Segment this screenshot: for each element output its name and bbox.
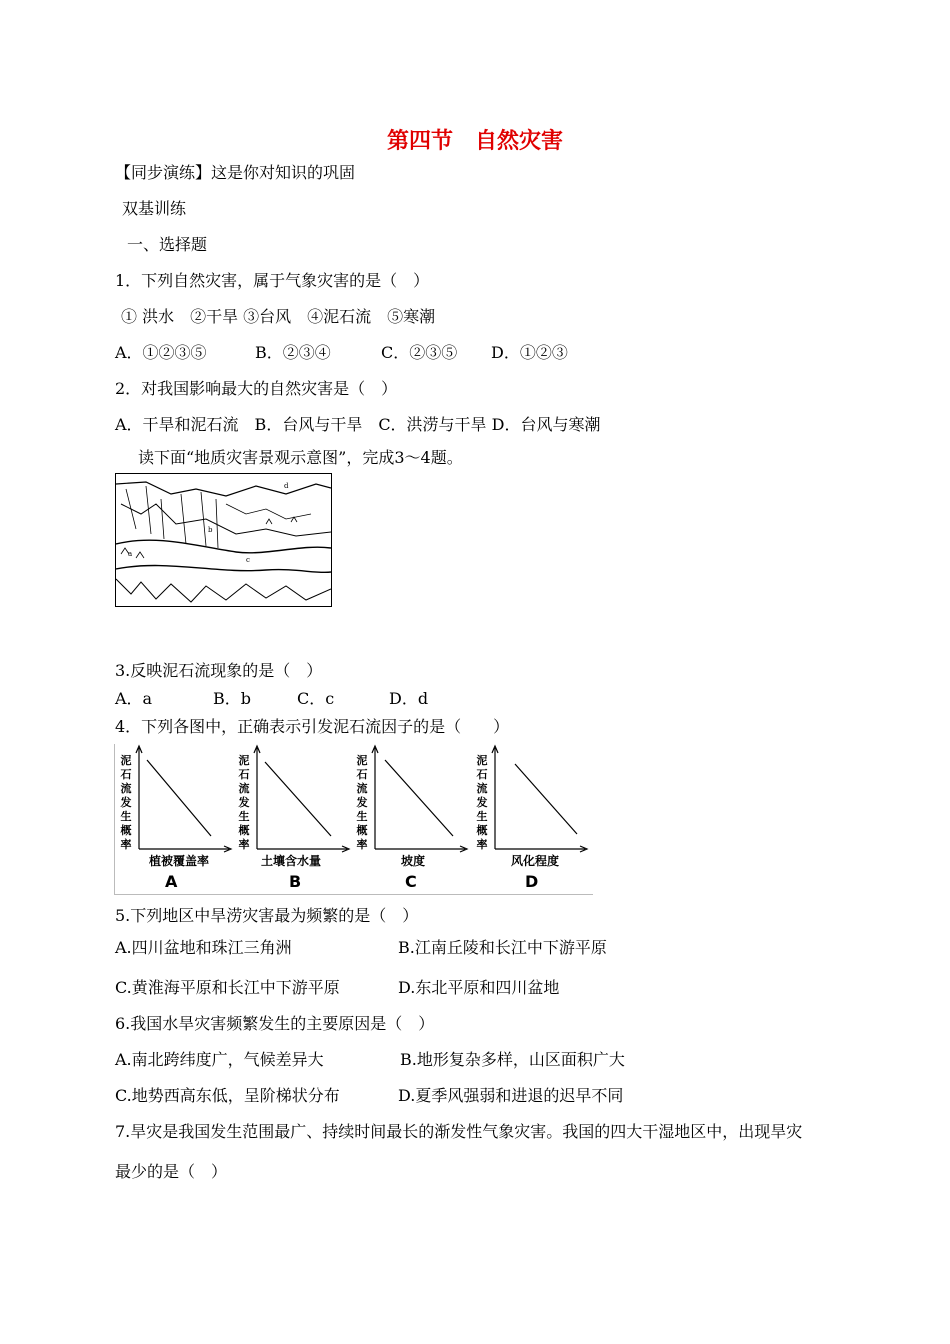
option-d: D．①②③ (491, 343, 568, 362)
question-4-stem: 4．下列各图中，正确表示引发泥石流因子的是（ ） (115, 717, 510, 736)
question-6-option-b: B.地形复杂多样，山区面积广大 (400, 1050, 625, 1069)
question-5-option-a: A.四川盆地和珠江三角洲 (115, 938, 292, 957)
graph-d-ylabel: 泥石流发生概率 (476, 754, 488, 851)
graph-a-axes (133, 744, 233, 854)
option-a: A．①②③⑤ (115, 343, 207, 362)
question-5-option-c: C.黄淮海平原和长江中下游平原 (115, 978, 340, 997)
option-d: D．d (389, 689, 429, 708)
graph-d-letter: D (525, 872, 539, 891)
question-6-option-d: D.夏季风强弱和进退的迟早不同 (398, 1086, 624, 1105)
graph-b-axes (251, 744, 351, 854)
factor-graphs (114, 744, 593, 895)
question-7-line-2: 最少的是（ ） (115, 1162, 228, 1181)
graph-d (475, 744, 593, 894)
reading-instruction: 读下面“地质灾害景观示意图”，完成3～4题。 (138, 448, 463, 467)
graph-c (355, 744, 475, 894)
svg-text:a: a (128, 550, 133, 558)
question-5-option-b: B.江南丘陵和长江中下游平原 (398, 938, 607, 957)
graph-a-ylabel: 泥石流发生概率 (120, 754, 132, 851)
question-5-option-d: D.东北平原和四川盆地 (398, 978, 560, 997)
graph-b-letter: B (289, 872, 302, 891)
graph-a (115, 744, 235, 894)
geological-hazard-scene-image (115, 473, 332, 607)
graph-c-xlabel: 坡度 (401, 854, 426, 868)
option-a: A．a (115, 689, 153, 708)
page-title: 第四节 自然灾害 (386, 129, 563, 154)
question-3-stem: 3.反映泥石流现象的是（ ） (115, 661, 323, 680)
question-2-stem: 2．对我国影响最大的自然灾害是（ ） (115, 379, 398, 398)
svg-text:c: c (246, 556, 250, 564)
intro-text: 【同步演练】这是你对知识的巩固 (115, 163, 356, 182)
section-heading: 双基训练 (122, 199, 187, 218)
svg-text:d: d (284, 482, 289, 490)
graph-c-ylabel: 泥石流发生概率 (356, 754, 368, 851)
option-b: B．b (213, 689, 252, 708)
section-subheading: 一、选择题 (127, 235, 208, 254)
question-2-options: A．干旱和泥石流 B．台风与干旱 C．洪涝与干旱 D．台风与寒潮 (115, 415, 601, 434)
graph-b-xlabel: 土壤含水量 (261, 854, 322, 868)
question-3-options (115, 689, 428, 709)
question-6-stem: 6.我国水旱灾害频繁发生的主要原因是（ ） (115, 1014, 435, 1033)
graph-a-xlabel: 植被覆盖率 (149, 854, 210, 868)
question-1-stem: 1．下列自然灾害，属于气象灾害的是（ ） (115, 271, 430, 290)
scene-sketch (116, 474, 331, 606)
question-7-line-1: 7.旱灾是我国发生范围最广、持续时间最长的渐发性气象灾害。我国的四大干湿地区中，出现旱灾 (115, 1122, 803, 1141)
option-b: B．②③④ (255, 343, 331, 362)
question-5-stem: 5.下列地区中旱涝灾害最为频繁的是（ ） (115, 906, 419, 925)
option-c: C．c (297, 689, 335, 708)
question-6-option-a: A.南北跨纬度广，气候差异大 (115, 1050, 324, 1069)
graph-d-xlabel: 风化程度 (511, 854, 560, 868)
graph-b-ylabel: 泥石流发生概率 (238, 754, 250, 851)
option-c: C．②③⑤ (381, 343, 458, 362)
graph-b (235, 744, 355, 894)
question-1-options (115, 343, 568, 363)
graph-a-letter: A (165, 872, 178, 891)
question-6-option-c: C.地势西高东低，呈阶梯状分布 (115, 1086, 340, 1105)
graph-c-letter: C (405, 872, 417, 891)
question-1-items: ① 洪水 ②干旱 ③台风 ④泥石流 ⑤寒潮 (121, 307, 436, 326)
graph-d-axes (489, 744, 589, 854)
graph-c-axes (369, 744, 469, 854)
svg-text:b: b (208, 526, 213, 534)
